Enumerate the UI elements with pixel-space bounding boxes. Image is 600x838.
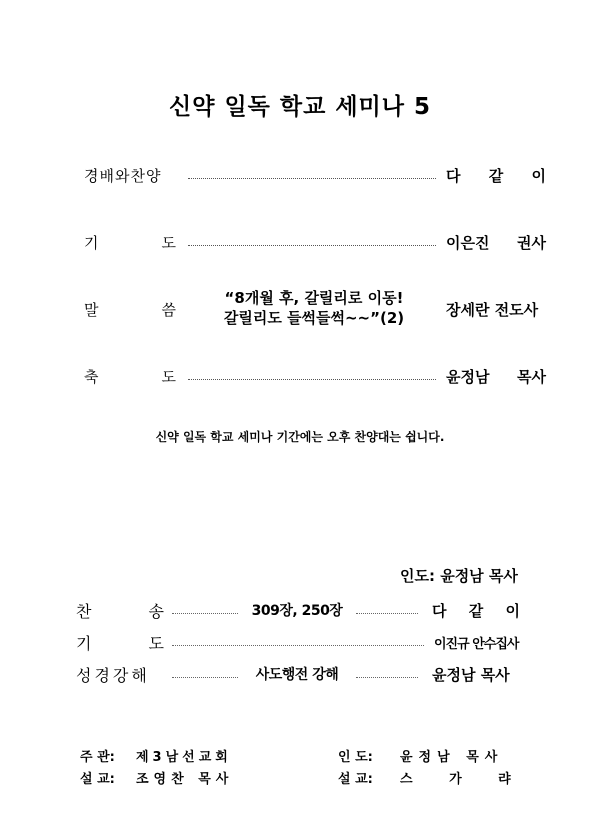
hymn-numbers: 309장, 250장 <box>251 603 343 619</box>
leader-dots <box>188 245 436 246</box>
leader-dots <box>188 178 436 179</box>
order-label: 경배와찬양 <box>84 166 162 185</box>
order-value: 이진규 안수집사 <box>434 636 519 652</box>
order-value: 다 같 이 <box>432 601 520 620</box>
leader-dots <box>356 677 418 678</box>
order-row-benediction <box>84 364 546 388</box>
afternoon-row-prayer <box>76 630 522 654</box>
afternoon-row-exposition <box>76 662 522 686</box>
notice-text: 신약 일독 학교 세미나 기간에는 오후 찬양대는 쉽니다. <box>155 430 445 444</box>
order-label: 찬 송 <box>76 601 164 621</box>
leader-dots <box>356 613 418 614</box>
order-value: 이은진 권사 <box>446 233 546 252</box>
order-value: 윤정남 목사 <box>432 665 510 684</box>
order-value: 다 같 이 <box>446 166 546 185</box>
leader-dots <box>172 645 424 646</box>
exposition-title: 사도행전 강해 <box>255 667 339 683</box>
afternoon-row-hymn <box>76 598 522 622</box>
sermon-title: “8개월 후, 갈릴리로 이동! 갈릴리도 들썩들썩~~”(2) <box>223 289 405 327</box>
order-value: 윤정남 목사 <box>446 367 546 386</box>
footer-preacher2: 설 교: 스 가 랴 <box>338 772 527 787</box>
afternoon-leader: 인도: 윤정남 목사 <box>400 567 518 585</box>
order-row-praise <box>84 163 546 187</box>
order-row-prayer <box>84 230 546 254</box>
order-label: 말 씀 <box>84 300 176 319</box>
leader-dots <box>172 677 238 678</box>
order-label: 기 도 <box>76 633 164 653</box>
order-label: 축 도 <box>84 367 176 386</box>
leader-dots <box>172 613 238 614</box>
leader-dots <box>188 379 436 380</box>
order-value: 장세란 전도사 <box>446 300 539 319</box>
footer-host: 주 관: 제3남선교회 <box>80 750 232 765</box>
page-title: 신약 일독 학교 세미나 5 <box>169 94 431 120</box>
order-label: 성경강해 <box>76 665 150 685</box>
footer-preacher: 설 교: 조영찬 목사 <box>80 772 234 787</box>
footer-leader: 인 도: 윤정남 목사 <box>338 750 504 765</box>
order-label: 기 도 <box>84 233 176 252</box>
